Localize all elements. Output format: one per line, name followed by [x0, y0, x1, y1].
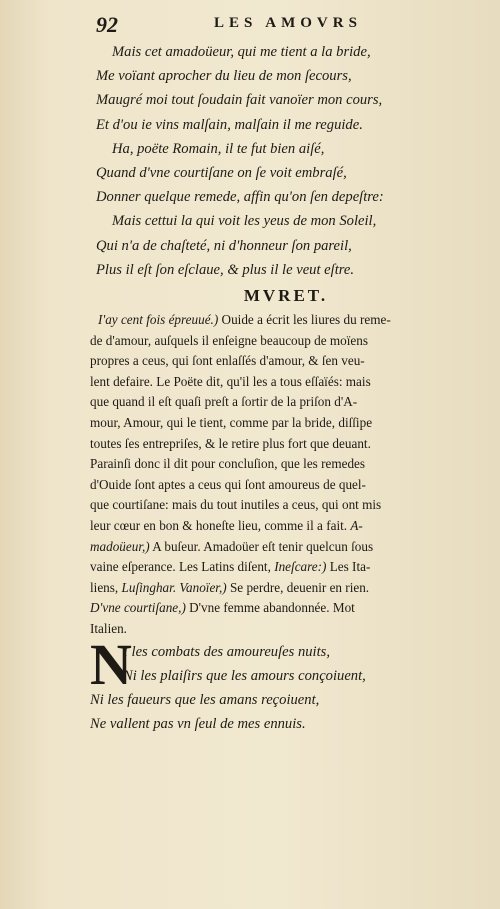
- commentary-line: [90, 557, 468, 578]
- lemma: Ineſcare:): [274, 559, 327, 575]
- running-header: [96, 12, 470, 38]
- commentary-line: que courtiſane: mais du tout inutiles a ceus, qui ont mis: [90, 497, 382, 513]
- verse-line: Et d'ou ie vins malſain, malſain il me reguide.: [96, 116, 363, 133]
- sonnet-line: Ni les plaiſirs que les amours conçoiuent,: [123, 668, 366, 684]
- verse-line: Qui n'a de chaſteté, ni d'honneur ſon pareil,: [96, 237, 352, 254]
- commentary-text: A buſeur. Amadoüer eſt tenir quelcun ſous: [149, 538, 374, 554]
- commentary-text: liens,: [90, 579, 122, 595]
- commentary-line: mour, Amour, qui le tient, comme par la bride, diſſipe: [90, 414, 373, 430]
- sonnet-line: Ne vallent pas vn ſeul de mes ennuis.: [90, 716, 306, 732]
- lemma: A-: [350, 517, 363, 533]
- lemma: madoüeur,): [90, 538, 150, 554]
- commentary-line: lent defaire. Le Poëte dit, qu'il les a tous eſſaïés: mais: [90, 373, 371, 389]
- commentary-text: leur cœur en bon & honeſte lieu, comme il a fait.: [90, 517, 351, 533]
- verse-line: Mais cettui la qui voit les yeus de mon Soleil,: [112, 213, 377, 230]
- lemma: Luſinghar. Vanoïer,): [121, 579, 227, 595]
- commentary-heading: MVRET.: [243, 286, 329, 305]
- commentary-line: [90, 516, 468, 537]
- commentary-line: que quand il eſt quaſi preſt a ſortir de la priſon d'A-: [90, 394, 358, 410]
- lemma: D'vne courtiſane,): [90, 600, 186, 616]
- commentary-text: vaine eſperance. Les Latins diſent,: [90, 559, 275, 575]
- commentary-block: [90, 310, 468, 640]
- lemma: I'ay cent fois épreuué.): [98, 312, 219, 327]
- commentary-line: Italien.: [90, 620, 127, 636]
- page-number: 92: [96, 12, 118, 37]
- drop-cap: N: [90, 632, 132, 697]
- sonnet-line: I les combats des amoureuſes nuits,: [123, 644, 330, 660]
- commentary-line: de d'amour, auſquels il enſeigne beaucoup de moïens: [90, 332, 368, 348]
- verse-line: Maugré moi tout ſoudain fait vanoïer mon cours,: [96, 92, 383, 109]
- verse-line: Mais cet amadoüeur, qui me tient a la bride,: [112, 44, 371, 60]
- verse-line: Donner quelque remede, affin qu'on ſen depeſtre:: [96, 189, 384, 206]
- commentary-text: Ouide a écrit les liures du reme-: [218, 312, 391, 327]
- verse-line: Quand d'vne courtiſane on ſe voit embraſé,: [96, 165, 347, 182]
- commentary-text: Les Ita-: [326, 559, 371, 575]
- commentary-line: [90, 537, 468, 558]
- sonnet-block: [90, 632, 480, 736]
- commentary-line: d'Ouide ſont aptes a ceus qui ſont amoureus de quel-: [90, 476, 366, 492]
- commentary-line: toutes ſes entrepriſes, & le retire plus fort que deuant.: [90, 435, 371, 451]
- sonnet-line: Ni les faueurs que les amans reçoiuent,: [90, 692, 320, 708]
- commentary-line: Parainſi donc il dit pour concluſion, que les remedes: [90, 456, 366, 472]
- commentary-text: Se perdre, deuenir en rien.: [226, 579, 370, 595]
- verse-line: Ha, poëte Romain, il te fut bien aiſé,: [112, 140, 325, 157]
- commentary-line: propres a ceus, qui ſont enlaſſés d'amour, & ſen veu-: [90, 353, 365, 369]
- verse-block: [96, 40, 476, 282]
- verse-line: Me voïant aprocher du lieu de mon ſecours,: [96, 68, 352, 85]
- commentary-line: [90, 598, 468, 619]
- commentary-line: [90, 578, 468, 599]
- commentary-line: [90, 310, 468, 331]
- running-title: LES AMOVRS: [214, 15, 362, 31]
- commentary-text: D'vne femme abandonnée. Mot: [185, 600, 355, 616]
- verse-line: Plus il eſt ſon eſclaue, & plus il le veut eſtre.: [96, 261, 355, 278]
